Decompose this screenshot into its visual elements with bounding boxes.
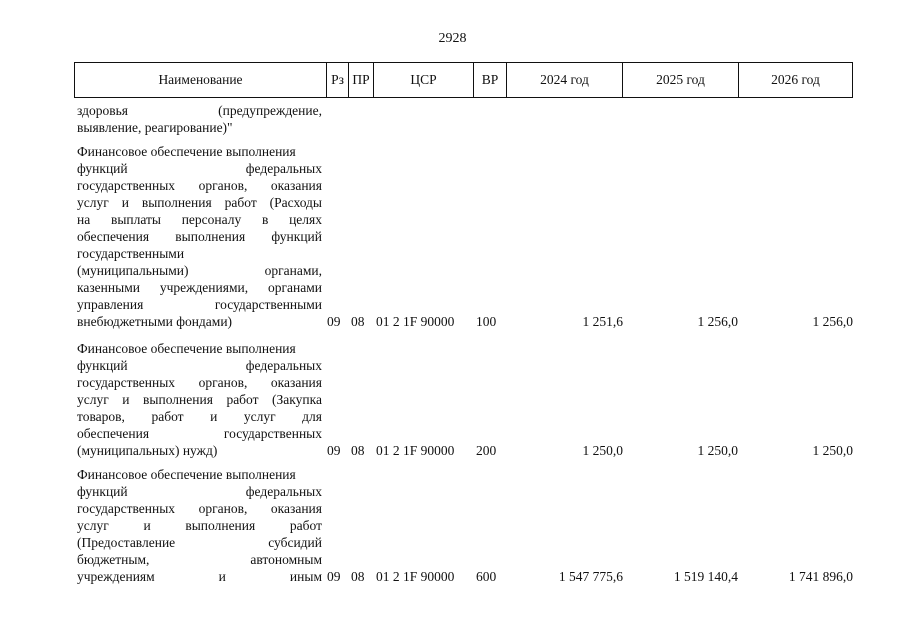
name-line: учреждениям и иным: [77, 569, 322, 584]
cell-pr: 08: [351, 569, 365, 584]
row-name: [77, 466, 322, 585]
cell-2024: 1 251,6: [582, 314, 623, 329]
name-line: (муниципальными) органами,: [77, 263, 322, 278]
cell-2025: 1 519 140,4: [673, 569, 738, 584]
page-number: 2928: [438, 31, 467, 46]
name-line: выявление, реагирование)": [77, 120, 233, 135]
name-line: Финансовое обеспечение выполнения: [77, 467, 296, 482]
cell-vr: 600: [476, 569, 497, 584]
name-line: управления государственными: [77, 297, 322, 312]
header-name: Наименование: [75, 63, 327, 97]
header-2026: 2026 год: [771, 72, 820, 87]
cell-csr: 01 2 1F 90000: [376, 569, 455, 584]
name-line: товаров, работ и услуг для: [77, 409, 322, 424]
cell-vr: 100: [476, 314, 497, 329]
cell-rz: 09: [327, 443, 341, 458]
row-name: [77, 143, 322, 330]
name-line: функций федеральных: [77, 484, 322, 499]
cell-2026: 1 741 896,0: [788, 569, 853, 584]
cell-2026: 1 256,0: [812, 314, 853, 329]
name-line: Финансовое обеспечение выполнения: [77, 341, 296, 356]
name-line: казенными учреждениями, органами: [77, 280, 322, 295]
cell-2024: 1 250,0: [582, 443, 623, 458]
cell-csr: 01 2 1F 90000: [376, 443, 455, 458]
header-2024: 2024 год: [507, 63, 623, 97]
name-line: государственных органов, оказания: [77, 178, 322, 193]
table-header: [74, 62, 853, 98]
cell-pr: 08: [351, 443, 365, 458]
name-line: обеспечения государственных: [77, 426, 322, 441]
name-line: услуг и выполнения работ: [77, 518, 322, 533]
name-line: услуг и выполнения работ (Расходы: [77, 195, 322, 210]
header-pr: ПР: [349, 63, 374, 97]
row-name: [77, 102, 322, 136]
cell-2026: 1 250,0: [812, 443, 853, 458]
cell-csr: 01 2 1F 90000: [376, 314, 455, 329]
row-name: [77, 340, 322, 459]
header-vr: ВР: [474, 63, 507, 97]
name-line: бюджетным, автономным: [77, 552, 322, 567]
cell-2024: 1 547 775,6: [558, 569, 623, 584]
name-line: на выплаты персоналу в целях: [77, 212, 322, 227]
cell-rz: 09: [327, 314, 341, 329]
name-line: здоровья (предупреждение,: [77, 103, 322, 118]
header-csr: ЦСР: [374, 63, 474, 97]
cell-pr: 08: [351, 314, 365, 329]
name-line: внебюджетными фондами): [77, 314, 233, 329]
name-line: функций федеральных: [77, 358, 322, 373]
cell-rz: 09: [327, 569, 341, 584]
name-line: государственных органов, оказания: [77, 501, 322, 516]
name-line: услуг и выполнения работ (Закупка: [77, 392, 322, 407]
header-rz: Рз: [327, 63, 349, 97]
name-line: функций федеральных: [77, 161, 322, 176]
name-line: государственных органов, оказания: [77, 375, 322, 390]
name-line: Финансовое обеспечение выполнения: [77, 144, 296, 159]
cell-2025: 1 250,0: [697, 443, 738, 458]
name-line: государственными: [77, 246, 185, 261]
name-line: обеспечения выполнения функций: [77, 229, 322, 244]
cell-2025: 1 256,0: [697, 314, 738, 329]
cell-vr: 200: [476, 443, 497, 458]
name-line: (Предоставление субсидий: [77, 535, 322, 550]
name-line: (муниципальных) нужд): [77, 443, 218, 458]
header-2025: 2025 год: [623, 63, 739, 97]
